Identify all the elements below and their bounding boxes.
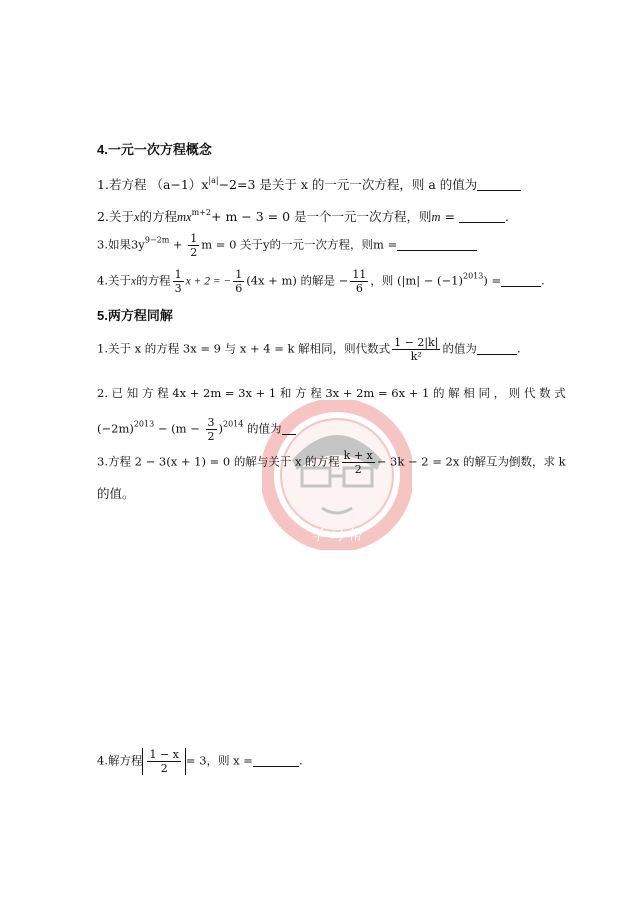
answer-blank xyxy=(397,249,477,251)
section-4-title: 4.一元一次方程概念 xyxy=(97,142,212,157)
question-5-2-line2: $(-2m)^{2013} - (m$ − $\frac{3}{2}$ )$^{2014}$ 的值为 xyxy=(97,416,296,443)
answer-blank xyxy=(282,433,296,435)
answer-blank xyxy=(253,765,299,767)
answer-blank xyxy=(477,353,517,355)
question-5-1: 1.关于 x 的方程 3x = 9 与 x + 4 = k 解相同，则代数式 $\frac{1 - 2|k|}{\text{k²}}$ 的值为 . xyxy=(97,336,521,363)
question-5-2-line1: 2. 已 知 方 程 4x + 2m = 3x + 1 和 方 程 3x + 2m = 6x + 1 的 解 相 同 ， 则 代 数 式 xyxy=(97,386,566,400)
answer-blank xyxy=(459,221,505,223)
question-5-4: 4.解方程 $\frac{1 - x}{2}$ = 3，则 x = . xyxy=(97,748,303,775)
question-4-3: 3.如果$3y^{9-2m}$ + $\frac{1}{2}$ m = 0 关于y的一元一次方程，则m = xyxy=(97,232,477,259)
answer-blank xyxy=(501,285,541,287)
question-4-4: 4.关于x的方程 $\frac{1}{3}$ x + 2 = − $\frac{1}{6}$ (4x + m) 的解是 − $\frac{11}{6}$ ，则 $(|m| - (-1)^{2013})$ = . xyxy=(97,268,545,295)
question-5-3: 3.方程 2 − 3(x + 1) = 0 的解与关于 x 的方程 $\frac{k + x}{2}$ − 3k − 2 = 2x 的解互为倒数，求 k xyxy=(97,449,566,476)
question-4-2: 2.关于x的方程$mx^{m+2}+ m - 3 = 0$ 是一个一元一次方程，则m = . xyxy=(97,208,509,224)
question-5-3-tail: 的值。 xyxy=(97,486,135,501)
section-5-title: 5.两方程同解 xyxy=(97,308,173,323)
svg-text:学 习 帮: 学 习 帮 xyxy=(311,528,363,544)
question-4-1: 1.若方程 $(a-1)x^{|a|}-2=3$ 是关于 x 的一元一次方程，则 a 的值为 xyxy=(97,177,521,192)
answer-blank xyxy=(477,189,521,191)
